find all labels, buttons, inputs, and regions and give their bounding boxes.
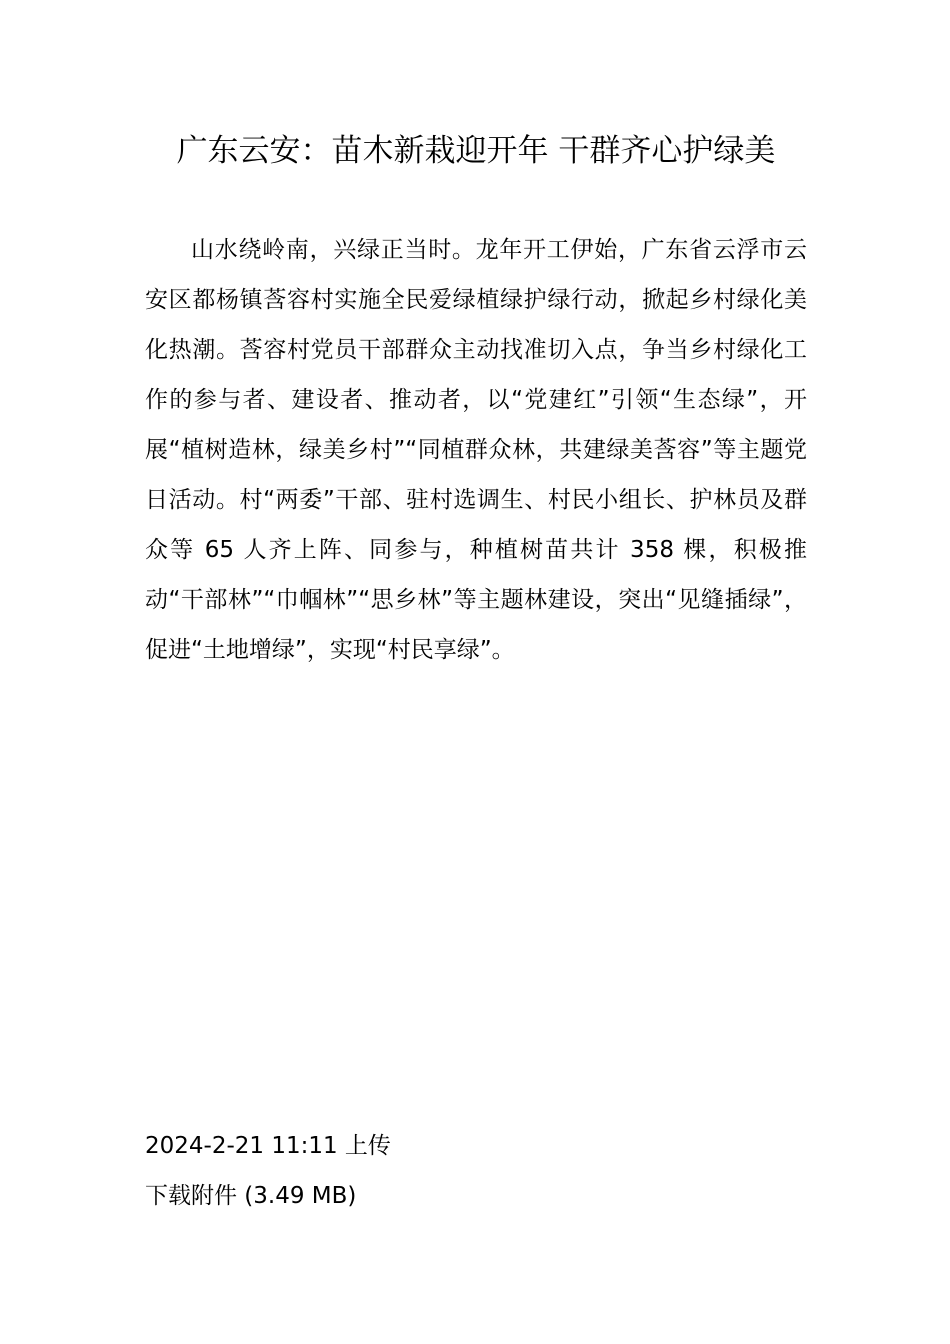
article-title: 广东云安：苗木新栽迎开年 干群齐心护绿美 (176, 133, 776, 169)
download-attachment-link[interactable]: 下载附件 (3.49 MB) (145, 1183, 357, 1209)
article-body: 山水绕岭南，兴绿正当时。龙年开工伊始，广东省云浮市云安区都杨镇莟容村实施全民爱绿植绿护绿行动，掀起乡村绿化美化热潮。莟容村党员干部群众主动找准切入点，争当乡村绿化工作的参与者、建设者、推动者，以“党建红”引领“生态绿”，开展“植树造林，绿美乡村”“同植群众林，共建绿美莟容”等主题党日活动。村“两委”干部、驻村选调生、村民小组长、护林员及群众等 65 人齐上阵、同参与，种植树苗共计 358 棵，积极推动“干部林”“巾帼林”“思乡林”等主题林建设，突出“见缝插绿”，促进“土地增绿”，实现“村民享绿”。 (145, 237, 807, 663)
upload-timestamp: 2024-2-21 11:11 上传 (145, 1133, 391, 1159)
